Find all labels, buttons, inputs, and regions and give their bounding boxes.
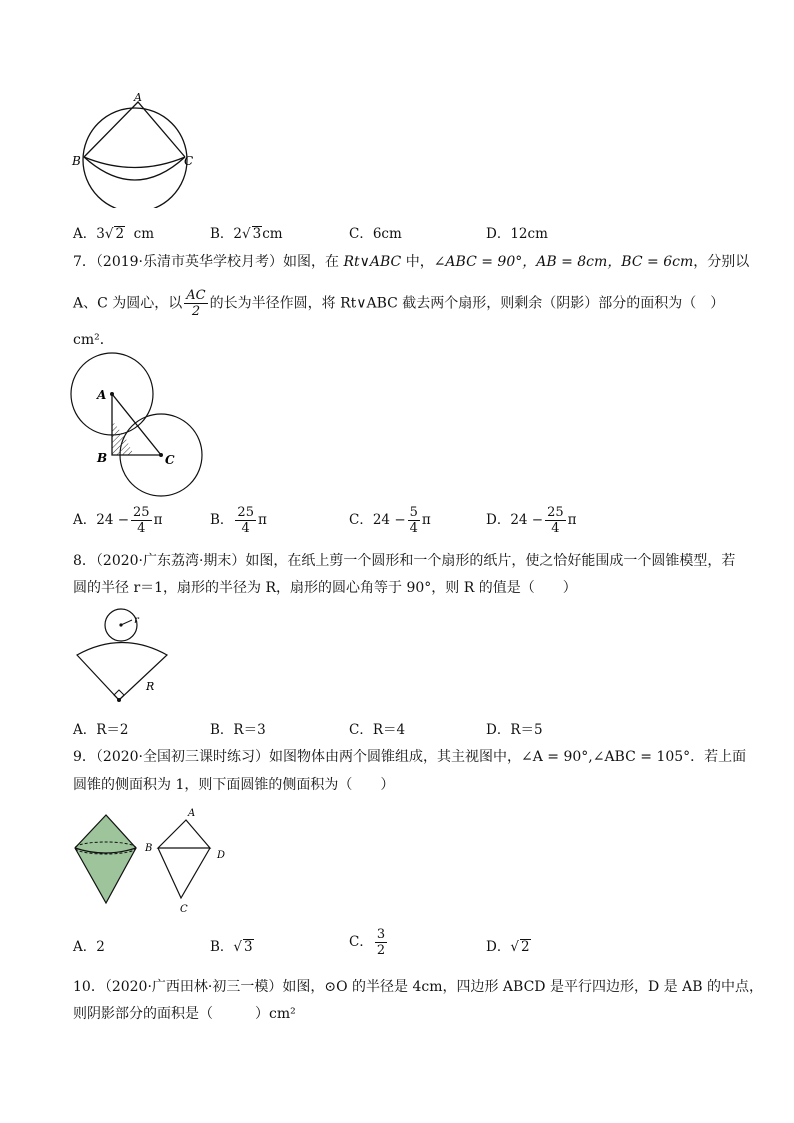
q9-label-d: D <box>217 850 226 861</box>
q7-label-b: B <box>97 451 108 465</box>
q7-figure <box>68 350 208 500</box>
q9-option-c: C． $\frac{3}{2}$ <box>349 927 386 958</box>
q8-option-a: A．R＝2 <box>73 722 129 738</box>
q9-label-b: B <box>145 843 153 854</box>
q8-option-c: C．R＝4 <box>349 722 406 738</box>
q6-label-a: A <box>134 91 142 104</box>
q6-option-a: A．3√ 2 cm <box>73 226 155 242</box>
q9-figure <box>70 805 240 915</box>
q9-label-c: C <box>180 904 188 915</box>
q7-option-c: C．24 − $\frac{5}{4}$ π <box>349 505 431 536</box>
q7-option-d: D．24 − $\frac{25}{4}$ π <box>486 505 577 536</box>
q8-figure <box>70 600 180 710</box>
q9-label-a: A <box>188 808 196 819</box>
q8-line1: 8．（2020·广东荔湾·期末）如图，在纸上剪一个圆形和一个扇形的纸片，使之恰好能围成一个圆锥模型，若 <box>73 553 736 569</box>
q7-option-b: B． $\frac{25}{4}$ π <box>210 505 267 536</box>
q7-line2: A、C 为圆心，以 $\frac{AC}{2}$ 的长为半径作圆，将 Rt∨ABC 截去两个扇形，则剩余（阴影）部分的面积为（ ） <box>73 288 725 319</box>
q9-line1: 9．（2020·全国初三课时练习）如图物体由两个圆锥组成，其主视图中，∠A = 90°,∠ABC = 105°．若上面 <box>73 749 747 765</box>
q6-label-b: B <box>72 154 81 168</box>
q9-option-a: A．2 <box>73 939 105 955</box>
q7-label-c: C <box>165 453 175 467</box>
q7-line3: cm²． <box>73 332 114 348</box>
q6-figure <box>70 88 200 208</box>
q8-line2: 圆的半径 r＝1，扇形的半径为 R，扇形的圆心角等于 90°，则 R 的值是（ ） <box>73 580 577 596</box>
q10-line1: 10．（2020·广西田林·初三一模）如图，⊙O 的半径是 4cm，四边形 ABCD 是平行四边形，D 是 AB 的中点， <box>73 979 763 995</box>
q9-option-b: B．√ 3 <box>210 939 253 955</box>
q7-label-a: A <box>97 388 107 402</box>
q7-line1: 7．（2019·乐清市英华学校月考）如图，在 Rt∨ABC 中，∠ABC = 90°，AB = 8cm，BC = 6cm，分别以 <box>73 254 750 270</box>
q6-label-c: C <box>184 154 194 168</box>
q6-option-b: B．2√ 3cm <box>210 226 283 242</box>
q8-label-R: R <box>146 680 155 693</box>
q7-option-a: A．24 − $\frac{25}{4}$ π <box>73 505 163 536</box>
q8-label-r: r <box>134 615 139 626</box>
q6-option-c: C．6cm <box>349 226 402 242</box>
q6-option-d: D．12cm <box>486 226 548 242</box>
q8-option-d: D．R＝5 <box>486 722 543 738</box>
q8-option-b: B．R＝3 <box>210 722 266 738</box>
q9-line2: 圆锥的侧面积为 1，则下面圆锥的侧面积为（ ） <box>73 777 395 793</box>
q9-option-d: D．√ 2 <box>486 939 530 955</box>
q10-line2: 则阴影部分的面积是（ ）cm² <box>73 1006 296 1022</box>
